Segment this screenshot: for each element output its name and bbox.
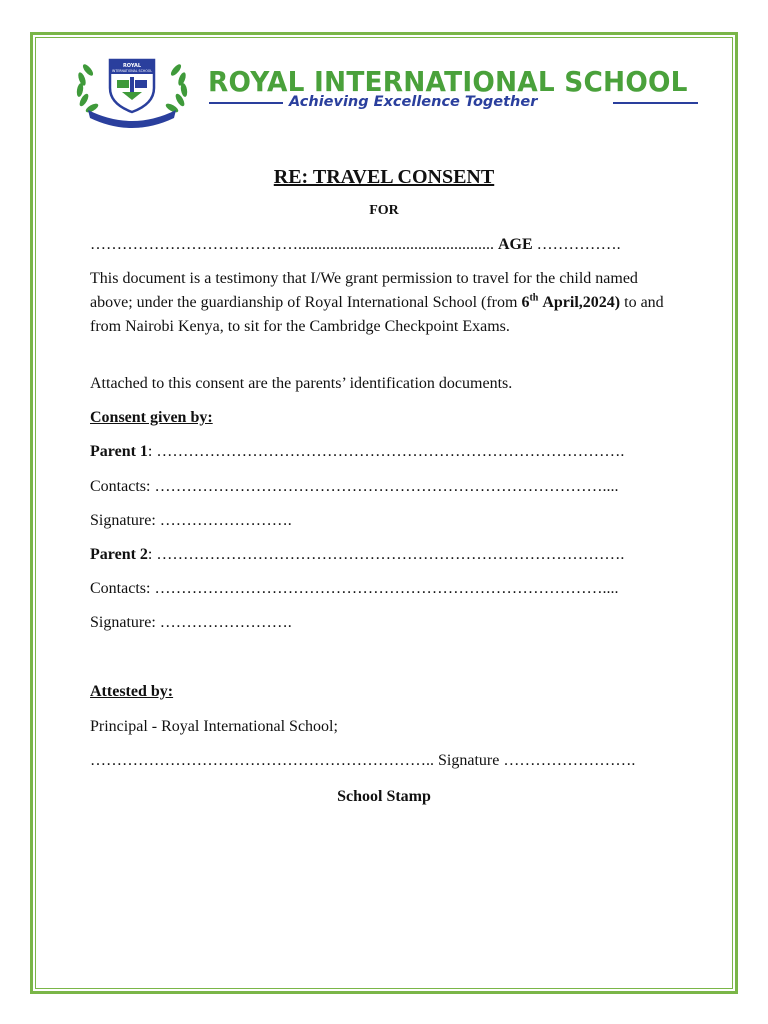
attachments-note: Attached to this consent are the parents’ identification documents. xyxy=(90,375,513,392)
principal-label: Principal - Royal International School; xyxy=(90,718,338,735)
principal-signature-line[interactable]: ……………………………………………………….. Signature ……………………. xyxy=(90,752,636,769)
svg-text:ROYAL: ROYAL xyxy=(122,63,142,69)
parent1-contacts[interactable]: Contacts: ………………………………………………………………………….... xyxy=(90,478,619,495)
letterhead xyxy=(70,52,710,130)
for-label: FOR xyxy=(369,203,399,218)
start-date-suffix: th xyxy=(529,292,539,304)
attested-heading: Attested by: xyxy=(90,683,174,700)
consent-heading: Consent given by: xyxy=(90,409,213,426)
child-name-age-line xyxy=(90,236,621,254)
school-stamp-label: School Stamp xyxy=(337,788,431,805)
parent1-blank[interactable]: : ……………………………………………………………………………. xyxy=(147,443,625,460)
parent2-signature[interactable]: Signature: ……………………. xyxy=(90,614,292,631)
child-name-blank[interactable]: …………………………………................................................. xyxy=(90,236,494,253)
age-blank[interactable]: ……………. xyxy=(536,236,621,253)
crest-motto xyxy=(88,112,178,124)
tagline: Achieving Excellence Together xyxy=(289,94,538,110)
parent1-signature[interactable]: Signature: ……………………. xyxy=(90,512,292,529)
tagline-rule-left xyxy=(209,102,283,104)
document-title: RE: TRAVEL CONSENT xyxy=(273,166,495,188)
parent2-label: Parent 2 xyxy=(90,546,148,563)
age-label: AGE xyxy=(498,236,533,253)
start-date: April,2024) xyxy=(542,294,621,311)
tagline-row xyxy=(209,94,698,114)
parent1-line xyxy=(90,443,624,461)
start-date-day: 6 xyxy=(521,294,530,311)
svg-text:INTERNATIONAL SCHOOL: INTERNATIONAL SCHOOL xyxy=(111,69,153,73)
parent2-blank[interactable]: : ……………………………………………………………………………. xyxy=(147,546,625,563)
school-name: ROYAL INTERNATIONAL SCHOOL xyxy=(208,66,688,98)
parent1-label: Parent 1 xyxy=(90,443,148,460)
parent2-contacts[interactable]: Contacts: ………………………………………………………………………….... xyxy=(90,580,619,597)
parent2-line xyxy=(90,546,624,564)
tagline-rule-right xyxy=(613,102,698,104)
permission-paragraph: This document is a testimony that I/We grant permission to travel for the child named above; under the guardianship of Royal International School (from 6th April,2024) to and from Nairobi Kenya, to sit for the Cambridge Checkpoint Exams. xyxy=(90,270,664,335)
